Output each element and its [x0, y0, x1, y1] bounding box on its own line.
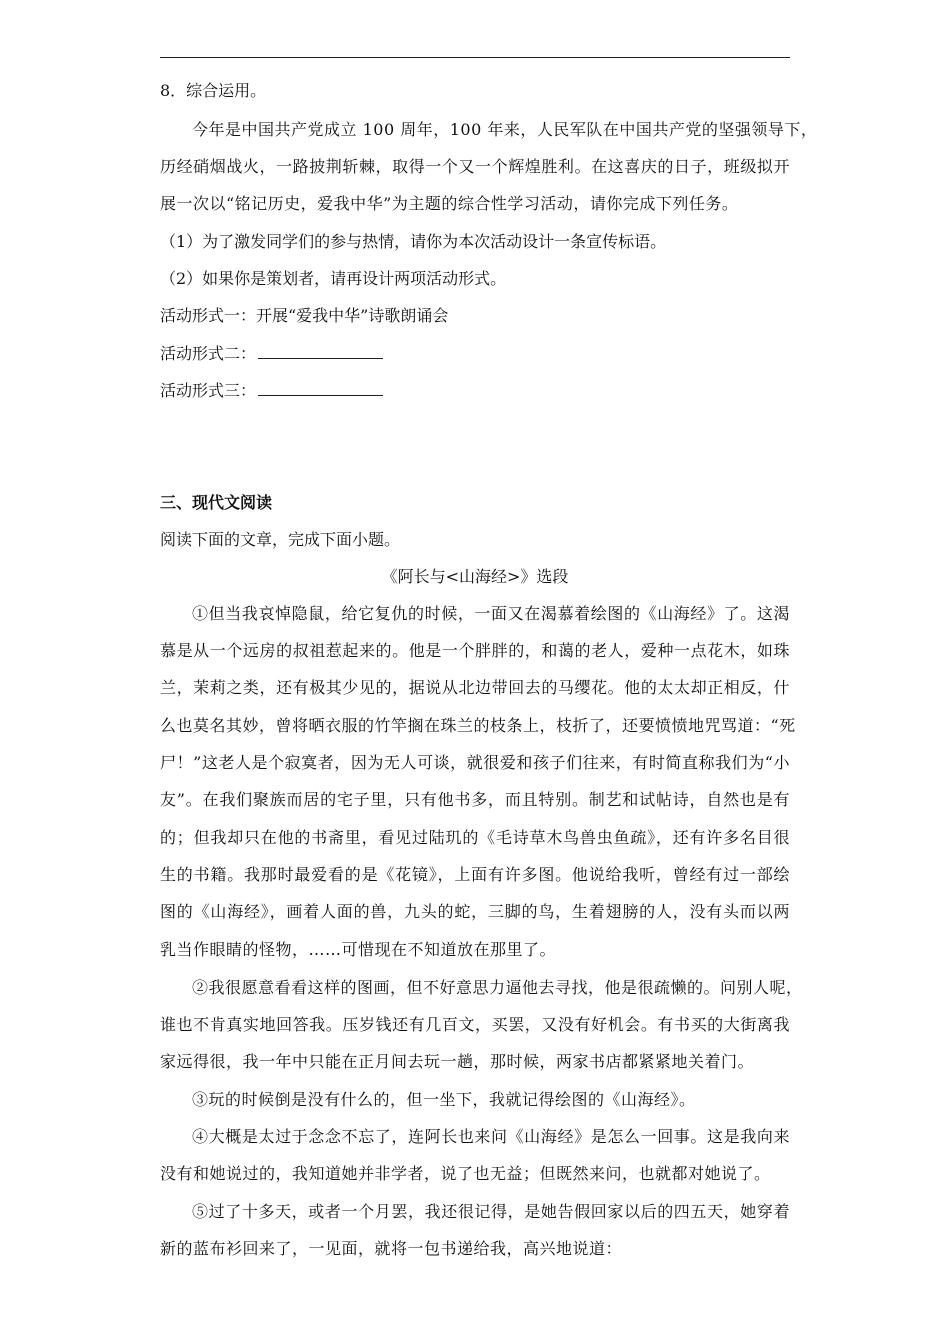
- section-3-instruction: 阅读下面的文章，完成下面小题。: [160, 530, 401, 549]
- passage-p1-line-2: 慕是从一个远房的叔祖惹起来的。他是一个胖胖的，和蔼的老人，爱种一点花木，如珠: [160, 641, 790, 660]
- question-8-header: 8．综合运用。: [160, 81, 267, 100]
- passage-title: 《阿长与<山海经>》选段: [381, 567, 569, 586]
- activity-form-2-label: 活动形式二：: [160, 344, 257, 363]
- activity-form-2-blank[interactable]: [258, 344, 383, 359]
- passage-p5-line-1: ⑤过了十多天，或者一个月罢，我还很记得，是她告假回家以后的四五天，她穿着: [192, 1202, 790, 1221]
- passage-p1-line-6: 友”。在我们聚族而居的宅子里，只有他书多，而且特别。制艺和试帖诗，自然也是有: [160, 790, 790, 809]
- passage-p1-line-7: 的；但我却只在他的书斋里，看见过陆玑的《毛诗草木鸟兽虫鱼疏》，还有许多名目很: [160, 828, 790, 847]
- q8-subquestion-1: （1）为了激发同学们的参与热情，请你为本次活动设计一条宣传标语。: [160, 232, 667, 251]
- passage-p1-line-8: 生的书籍。我那时最爱看的是《花镜》，上面有许多图。他说给我听，曾经有过一部绘: [160, 865, 790, 884]
- passage-p2-line-3: 家远得很，我一年中只能在正月间去玩一趟，那时候，两家书店都紧紧地关着门。: [160, 1052, 755, 1071]
- passage-p4-line-1: ④大概是太过于念念不忘了，连阿长也来问《山海经》是怎么一回事。这是我向来: [192, 1127, 790, 1146]
- activity-form-3-blank[interactable]: [258, 381, 383, 396]
- passage-p1-line-3: 兰，茉莉之类，还有极其少见的，据说从北边带回去的马缨花。他的太太却正相反，什: [160, 678, 790, 697]
- q8-intro-line-3: 展一次以“铭记历史，爱我中华”为主题的综合性学习活动，请你完成下列任务。: [160, 194, 739, 213]
- activity-form-2: [160, 344, 383, 364]
- passage-p1-line-10: 乳当作眼睛的怪物，……可惜现在不知道放在那里了。: [160, 940, 557, 959]
- passage-p3-line-1: ③玩的时候倒是没有什么的，但一坐下，我就记得绘图的《山海经》。: [192, 1090, 696, 1109]
- q8-intro-line-1: 今年是中国共产党成立 100 周年，100 年来，人民军队在中国共产党的坚强领导下，: [192, 120, 818, 139]
- passage-p1-line-1: ①但当我哀悼隐鼠，给它复仇的时候，一面又在渴慕着绘图的《山海经》了。这渴: [192, 604, 790, 623]
- passage-p2-line-1: ②我很愿意看看这样的图画，但不好意思力逼他去寻找，他是很疏懒的。问别人呢，: [192, 978, 803, 997]
- activity-form-1: 活动形式一：开展“爱我中华”诗歌朗诵会: [160, 306, 449, 325]
- passage-p1-line-4: 么也莫名其妙，曾将晒衣服的竹竿搁在珠兰的枝条上，枝折了，还要愤愤地咒骂道：“死: [160, 716, 796, 735]
- q8-subquestion-2: （2）如果你是策划者，请再设计两项活动形式。: [160, 269, 507, 288]
- activity-form-3: [160, 381, 383, 401]
- header-rule: [160, 57, 790, 58]
- passage-p2-line-2: 谁也不肯真实地回答我。压岁钱还有几百文，买罢，又没有好机会。有书买的大街离我: [160, 1015, 790, 1034]
- passage-p1-line-9: 图的《山海经》，画着人面的兽，九头的蛇，三脚的鸟，生着翅膀的人，没有头而以两: [160, 902, 790, 921]
- activity-form-3-label: 活动形式三：: [160, 381, 257, 400]
- passage-p5-line-2: 新的蓝布衫回来了，一见面，就将一包书递给我，高兴地说道：: [160, 1239, 623, 1258]
- section-3-heading: 三、现代文阅读: [160, 493, 273, 512]
- passage-p4-line-2: 没有和她说过的，我知道她并非学者，说了也无益；但既然来问，也就都对她说了。: [160, 1164, 771, 1183]
- q8-intro-line-2: 历经硝烟战火，一路披荆斩棘，取得一个又一个辉煌胜利。在这喜庆的日子，班级拟开: [160, 157, 790, 176]
- passage-p1-line-5: 尸！”这老人是个寂寞者，因为无人可谈，就很爱和孩子们往来，有时简直称我们为“小: [160, 753, 790, 772]
